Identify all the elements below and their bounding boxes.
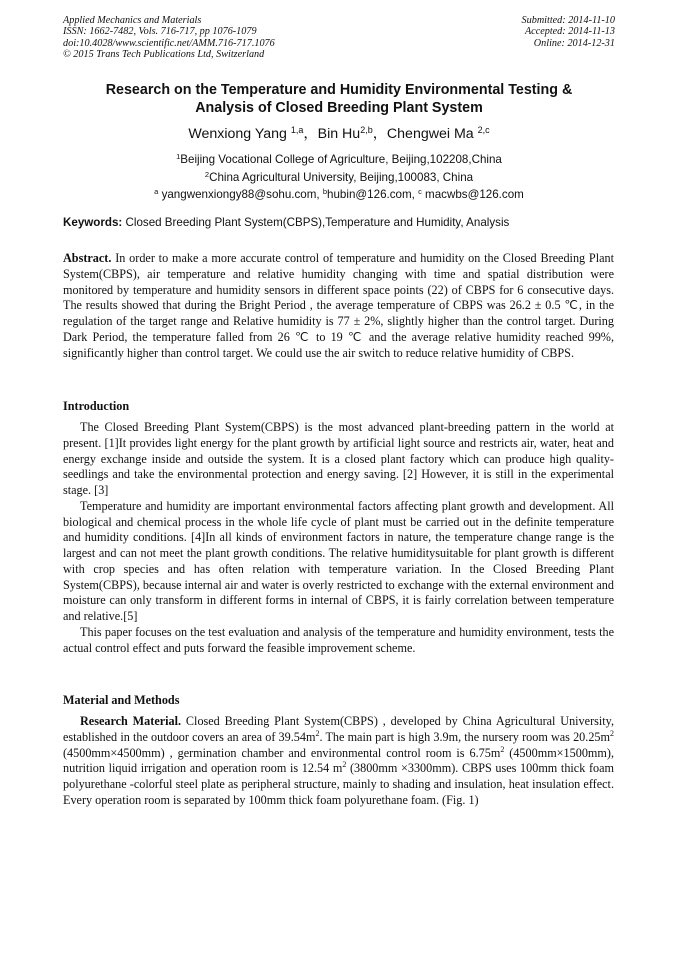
email-text: macwbs@126.com xyxy=(421,188,524,201)
online-date: Online: 2014-12-31 xyxy=(533,37,615,49)
author-name: Chengwei Ma xyxy=(386,126,478,142)
research-material-label: Research Material. xyxy=(80,714,182,728)
introduction-heading: Introduction xyxy=(63,399,130,413)
title-line-2: Analysis of Closed Breeding Plant System xyxy=(195,99,483,116)
email-sup: b xyxy=(322,187,328,196)
paper-title xyxy=(40,82,638,117)
keywords-label: Keywords: xyxy=(63,216,123,229)
affiliation-text: Beijing Vocational College of Agriculture, Beijing,102208,China xyxy=(180,153,502,166)
superscript: 2 xyxy=(315,728,320,738)
email-text: hubin@126.com, xyxy=(327,188,419,201)
author-sup: 2,b xyxy=(360,125,373,135)
affiliations xyxy=(40,150,638,203)
email-sup: a xyxy=(154,187,159,196)
paragraph: Temperature and humidity are important environmental factors affecting plant growth and development. All biological and chemical process in the whole life cycle of plant must be carried out in the definite temperature and humidity conditions. [4]In all kinds of environment factors in nature, the temperature change range is the largest and can not meet the plant growth conditions. The relative humiditysuitable for plant growth is different with crop species and has often relation with temperature variation. In the Closed Breeding Plant System(CBPS), because internal air and water is overly restricted to exchange with the external environment and moisture can only transform in different forms in internal of CBPS, it is fairly correlation between temperature and relative.[5] xyxy=(63,498,614,623)
author-sup: 2,c xyxy=(477,125,490,135)
paragraph: This paper focuses on the test evaluation and analysis of the temperature and humidity environment, tests the actual control effect and puts forward the feasible improvement scheme. xyxy=(63,624,614,655)
superscript: 2 xyxy=(342,760,347,770)
journal-copyright: © 2015 Trans Tech Publications Ltd, Switzerland xyxy=(63,48,265,60)
introduction-body xyxy=(63,420,614,656)
journal-doi: doi:10.4028/www.scientific.net/AMM.716-717.1076 xyxy=(63,37,275,49)
paragraph: The Closed Breeding Plant System(CBPS) is the most advanced plant-breeding pattern in the world at present. [1]It provides light energy for the plant growth by artificial light source and restricts air, water, heat and energy exchange inside and outside the system. It is a closed plant factory which can produce high quality- seedlings and take the environmental protection and energy saving. [2] However, it is still in the experimental stage. [3] xyxy=(63,420,614,497)
methods-text: . The main part is high 3.9m, the nursery room was 20.25m xyxy=(319,729,610,744)
abstract-text: In order to make a more accurate control of temperature and humidity on the Closed Breeding Plant System(CBPS), air temperature and relative humidity changing with time and spatial distribution were monitored by temperature and humidity sensors in different space points (22) of CBPS for 6 consecutive days. The results showed that during the Bright Period , the average temperature of CBPS was 26.2 ± 0.5 ℃, in the regulation of the target range and Relative humidity is 77 ± 2%, slightly higher than the control target. During Dark Period, the temperature falled from 26 ℃ to 19 ℃ and the average relative humidity reached 99%, significantly higher than control target. We could use the air switch to reduce relative humidity of CBPS. xyxy=(63,251,614,360)
affiliation-line xyxy=(40,168,638,186)
author-name: Bin Hu xyxy=(317,126,361,142)
submission-dates xyxy=(522,15,615,49)
methods-body xyxy=(63,714,614,809)
abstract xyxy=(63,251,614,361)
title-line-1: Research on the Temperature and Humidity Environmental Testing & xyxy=(105,82,573,98)
author-separator: ， xyxy=(303,126,318,142)
email-line xyxy=(40,185,638,203)
methods-text: (4500mm×1500mm), nutrition liquid irrigation and operation room is 12.54 m xyxy=(63,745,614,776)
submitted-date: Submitted: 2014-11-10 xyxy=(521,15,615,26)
author-list xyxy=(40,123,638,143)
journal-name: Applied Mechanics and Materials xyxy=(63,15,202,26)
email-text: yangwenxiongy88@sohu.com, xyxy=(158,188,323,201)
author-name: Wenxiong Yang xyxy=(188,126,291,142)
methods-heading: Material and Methods xyxy=(63,693,180,707)
keywords xyxy=(63,216,623,229)
superscript: 2 xyxy=(610,728,614,738)
methods-text: Closed Breeding Plant System(CBPS) , developed by China Agricultural University, established in the outdoor covers an area of 39.54m xyxy=(63,714,614,744)
accepted-date: Accepted: 2014-11-13 xyxy=(524,26,615,38)
superscript: 2 xyxy=(500,744,505,754)
methods-text: (4500mm×4500mm) , germination chamber and environmental control room is 6.75m xyxy=(63,745,501,760)
affiliation-text: China Agricultural University, Beijing,100083, China xyxy=(209,170,474,184)
journal-info xyxy=(63,15,275,60)
affiliation-sup: 2 xyxy=(204,169,210,179)
author-sup: 1,a xyxy=(290,125,304,135)
email-sup: c xyxy=(418,187,422,196)
journal-issn: ISSN: 1662-7482, Vols. 716-717, pp 1076-1079 xyxy=(63,26,257,38)
author-separator: ， xyxy=(372,126,387,142)
abstract-label: Abstract. xyxy=(63,251,112,265)
methods-text: (3800mm ×3300mm). CBPS uses 100mm thick foam polyurethane -colorful steel plate as peripheral structure, mainly to shading and insulation, heat insulation effect. Every operation room is separated by 100mm thick foam polyurethane foam. (Fig. 1) xyxy=(63,761,614,807)
affiliation-line xyxy=(40,150,638,168)
affiliation-sup: 1 xyxy=(176,152,181,161)
keywords-text: Closed Breeding Plant System(CBPS),Temperature and Humidity, Analysis xyxy=(122,216,510,229)
